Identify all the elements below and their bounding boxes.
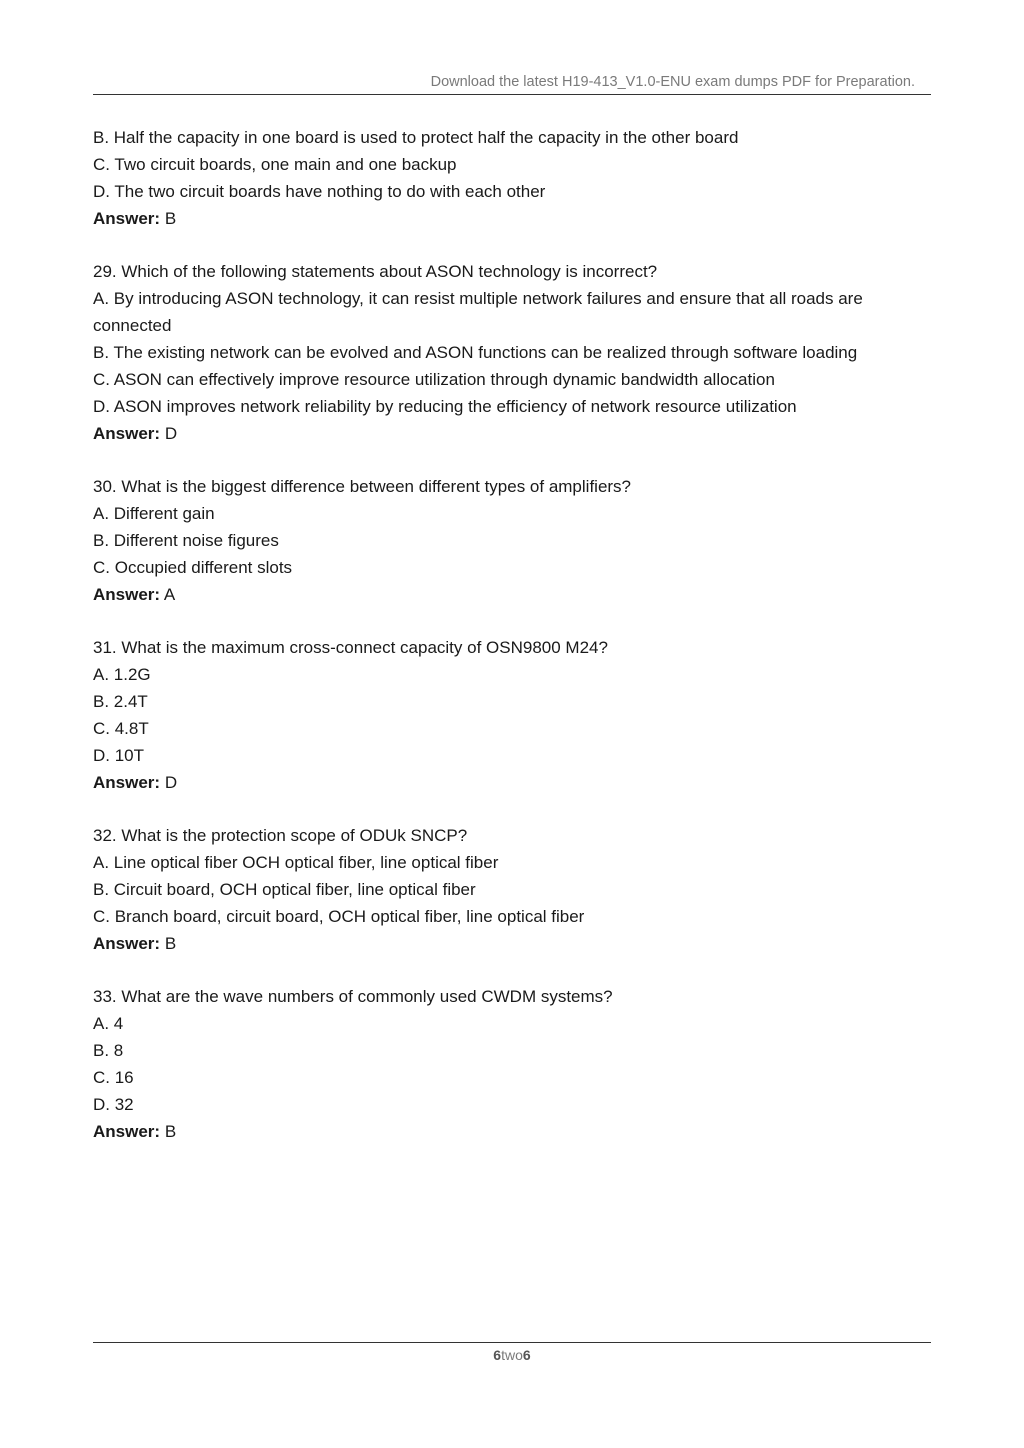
- question-29-block: [93, 258, 923, 447]
- q28-option-b: B. Half the capacity in one board is used to protect half the capacity in the other board: [93, 128, 739, 147]
- answer-value: B: [164, 1122, 177, 1141]
- q33-option-d: D. 32: [93, 1095, 134, 1114]
- q31-option-d: D. 10T: [93, 746, 145, 765]
- question-32-block: [93, 822, 923, 957]
- q32-option-b: B. Circuit board, OCH optical fiber, line optical fiber: [93, 880, 476, 899]
- q30-question: 30. What is the biggest difference between different types of amplifiers?: [93, 477, 632, 496]
- q29-option-a: A. By introducing ASON technology, it can resist multiple network failures and ensure that all roads are connected: [93, 289, 863, 335]
- q31-question: 31. What is the maximum cross-connect capacity of OSN9800 M24?: [93, 638, 608, 657]
- question-33-block: [93, 983, 923, 1145]
- q33-answer: [93, 1118, 923, 1145]
- q29-question: 29. Which of the following statements about ASON technology is incorrect?: [93, 262, 658, 281]
- question-28-block: [93, 124, 923, 232]
- answer-label: Answer:: [93, 209, 161, 228]
- q28-option-d: D. The two circuit boards have nothing to do with each other: [93, 182, 546, 201]
- question-31-block: [93, 634, 923, 796]
- answer-value: B: [164, 209, 177, 228]
- answer-label: Answer:: [93, 773, 161, 792]
- answer-label: Answer:: [93, 934, 161, 953]
- answer-value: D: [164, 424, 178, 443]
- q30-option-b: B. Different noise figures: [93, 531, 279, 550]
- question-30-block: [93, 473, 923, 608]
- answer-value: B: [164, 934, 177, 953]
- q30-option-c: C. Occupied different slots: [93, 558, 293, 577]
- q28-answer: [93, 205, 923, 232]
- q32-option-c: C. Branch board, circuit board, OCH optical fiber, line optical fiber: [93, 907, 585, 926]
- header-download-text: Download the latest H19-413_V1.0-ENU exam dumps PDF for Preparation.: [430, 74, 915, 90]
- q33-question: 33. What are the wave numbers of commonly used CWDM systems?: [93, 987, 613, 1006]
- answer-label: Answer:: [93, 1122, 161, 1141]
- q29-option-b: B. The existing network can be evolved and ASON functions can be realized through software loading: [93, 343, 858, 362]
- q31-option-c: C. 4.8T: [93, 719, 149, 738]
- q32-question: 32. What is the protection scope of ODUk SNCP?: [93, 826, 468, 845]
- page-separator: two: [501, 1347, 523, 1363]
- q33-option-b: B. 8: [93, 1041, 124, 1060]
- q29-answer: [93, 420, 923, 447]
- document-content: [93, 124, 923, 1145]
- q32-option-a: A. Line optical fiber OCH optical fiber, line optical fiber: [93, 853, 499, 872]
- page-current: 6: [493, 1347, 502, 1363]
- page-footer: [93, 1342, 931, 1363]
- answer-value: D: [164, 773, 178, 792]
- q32-answer: [93, 930, 923, 957]
- page-header: [93, 72, 931, 95]
- q31-option-a: A. 1.2G: [93, 665, 151, 684]
- answer-value: A: [163, 585, 176, 604]
- q31-answer: [93, 769, 923, 796]
- q33-option-c: C. 16: [93, 1068, 134, 1087]
- q29-option-c: C. ASON can effectively improve resource utilization through dynamic bandwidth allocation: [93, 370, 775, 389]
- page-number: [93, 1347, 931, 1363]
- q30-answer: [93, 581, 923, 608]
- q33-option-a: A. 4: [93, 1014, 124, 1033]
- q29-option-d: D. ASON improves network reliability by reducing the efficiency of network resource utilization: [93, 397, 797, 416]
- page-total: 6: [522, 1347, 531, 1363]
- q30-option-a: A. Different gain: [93, 504, 215, 523]
- q31-option-b: B. 2.4T: [93, 692, 148, 711]
- answer-label: Answer:: [93, 585, 161, 604]
- q28-option-c: C. Two circuit boards, one main and one backup: [93, 155, 457, 174]
- answer-label: Answer:: [93, 424, 161, 443]
